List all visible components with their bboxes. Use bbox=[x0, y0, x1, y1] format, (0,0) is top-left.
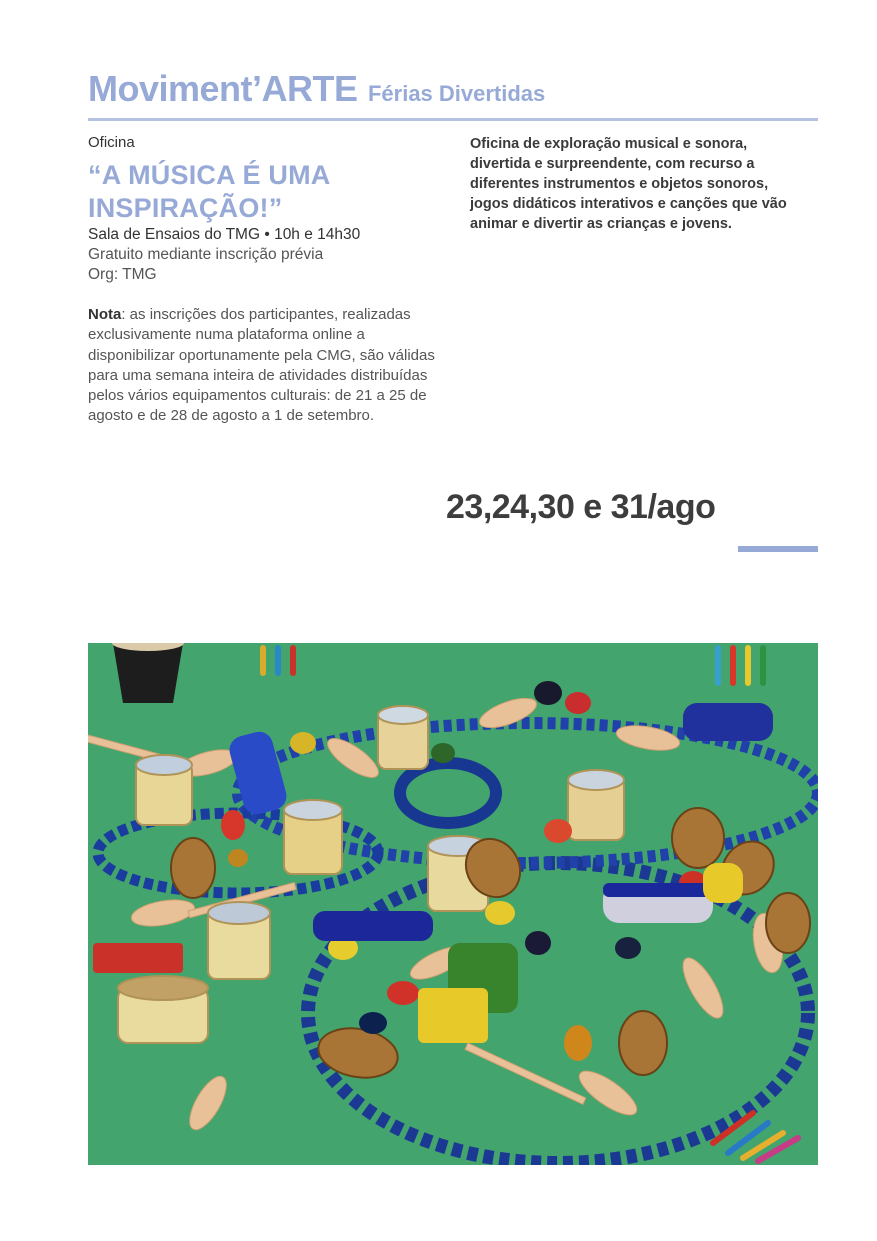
instruments-illustration bbox=[88, 643, 818, 1165]
brand-title: Moviment’ARTE bbox=[88, 68, 358, 109]
page-header bbox=[88, 68, 545, 110]
event-organizer: Org: TMG bbox=[88, 266, 157, 283]
event-dates: 23,24,30 e 31/ago bbox=[446, 488, 716, 526]
header-divider bbox=[88, 118, 818, 121]
brand-subtitle: Férias Divertidas bbox=[367, 81, 546, 106]
event-title: “A MÚSICA É UMA INSPIRAÇÃO!” bbox=[88, 160, 330, 223]
instruments-photo bbox=[88, 643, 818, 1165]
event-price: Gratuito mediante inscrição prévia bbox=[88, 246, 324, 263]
registration-note bbox=[88, 305, 440, 427]
note-label: Nota bbox=[88, 306, 122, 323]
dates-underline bbox=[738, 546, 818, 552]
event-venue-time: Sala de Ensaios do TMG • 10h e 14h30 bbox=[88, 226, 361, 243]
event-description: Oficina de exploração musical e sonora, divertida e surpreendente, com recurso a diferentes instrumentos e objetos sonoros, jogos didáticos interativos e canções que vão animar e divertir as crianças e jovens. bbox=[470, 136, 787, 232]
note-text: : as inscrições dos participantes, realizadas exclusivamente numa plataforma online a disponibilizar oportunamente pela CMG, são válidas para uma semana inteira de atividades distribuídas pelos vários equipamentos culturais: de 21 a 25 de agosto e de 28 de agosto a 1 de setembro. bbox=[88, 306, 435, 425]
event-category: Oficina bbox=[88, 134, 135, 151]
event-details bbox=[88, 134, 440, 427]
